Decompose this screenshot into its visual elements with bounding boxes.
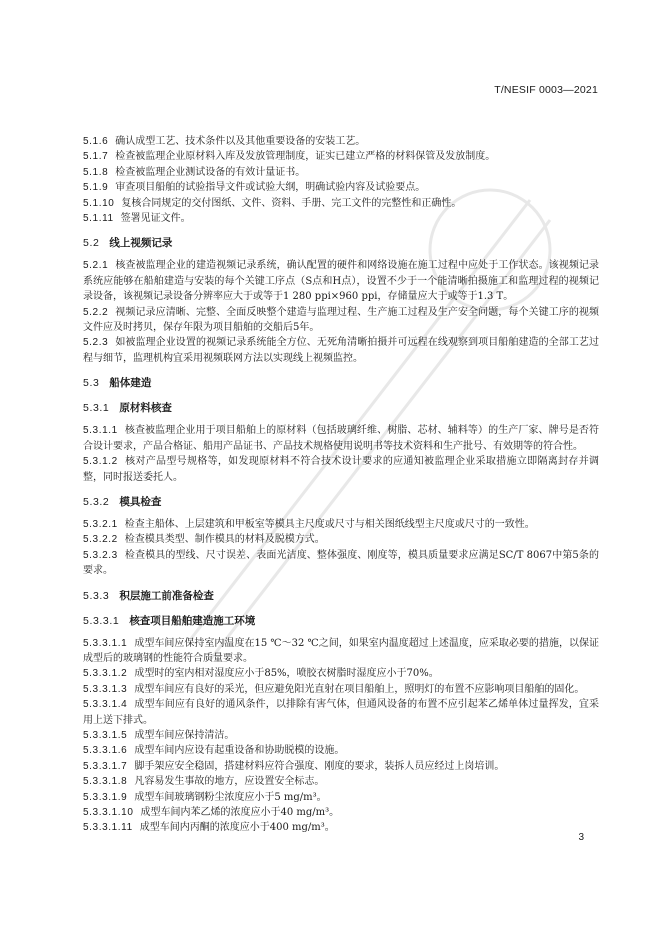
clause-number: 5.3.3 [83,589,110,602]
section-heading [83,613,599,629]
clause-number: 5.3 [83,377,100,390]
clause-text: 核查被监理企业的建造视频记录系统，确认配置的硬件和网络设施在施工过程中应处于工作状态。该视频记录系统应能够在船舶建造与安装的每个关键工序点（S点和H点），设置不少于一个能清晰拍摄施工和监理过程的视频记录设备，该视频记录设备分辨率应大于或等于1 280 ppi×960 ppi，存储量应大于或等于1.3 T。 [83,260,599,303]
clause-paragraph [83,305,599,336]
clause-paragraph [83,258,599,304]
clause-number: 5.3.3.1 [83,614,120,627]
clause-text: 视频记录应清晰、完整、全面反映整个建造与监理过程、生产施工过程及生产安全问题，每个关键工序的视频文件应及时拷贝，保存年限为项目船舶的交船后5年。 [83,306,599,334]
clause-text: 检查模具类型、制作模具的材料及脱模方式。 [124,534,325,546]
clause-text: 脚手架应安全稳固，搭建材料应符合强度、刚度的要求，装拆人员应经过上岗培训。 [134,760,505,772]
clause-paragraph [83,728,599,743]
clause-number: 5.3.1.2 [83,456,118,468]
clause-item [83,149,599,164]
clause-text: 成型车间内丙酮的浓度应小于400 mg/m³。 [139,822,335,834]
clause-text: 成型车间应保持清洁。 [134,729,235,741]
clause-paragraph [83,820,599,835]
clause-item [83,211,599,226]
clause-number: 5.3.2.1 [83,518,118,530]
clause-number: 5.1.9 [83,182,109,194]
clause-text: 检查被监理企业原材料入库及发放管理制度，证实已建立严格的材料保管及发放制度。 [115,151,496,163]
clause-item [83,165,599,180]
clause-number: 5.3.3.1.7 [83,760,128,772]
clause-number: 5.3.3.1.4 [83,699,128,711]
clause-paragraph [83,423,599,454]
clause-paragraph [83,743,599,758]
clause-number: 5.3.3.1.6 [83,745,128,757]
clause-number: 5.3.3.1.5 [83,729,128,741]
section-heading [83,235,599,251]
clause-paragraph [83,759,599,774]
document-body [83,134,599,836]
document-code: T/NESIF 0003—2021 [494,84,598,96]
clause-text: 成型车间内苯乙烯的浓度应小于40 mg/m³。 [140,807,340,818]
clause-number: 5.3.1.1 [83,425,118,437]
clause-number: 5.3.3.1.8 [83,776,128,788]
clause-number: 5.1.11 [83,213,114,225]
clause-number: 5.3.2.2 [83,534,118,546]
page-number: 3 [578,832,584,843]
clause-text: 成型车间玻璃钢粉尘浓度应小于5 mg/m³。 [134,791,327,803]
clause-paragraph [83,454,599,485]
clause-number: 5.3.3.1.9 [83,791,128,803]
clause-number: 5.1.10 [83,197,115,209]
clause-text: 核查被监理企业用于项目船舶上的原材料（包括玻璃纤维、树脂、芯材、辅料等）的生产厂家、牌号是否符合设计要求，产品合格证、船用产品证书、产品技术规格使用说明书等技术资料和生产批号、有效期等的符合性。 [83,425,599,452]
clause-number: 5.1.7 [83,151,109,163]
section-heading [83,588,599,604]
clause-text: 检查被监理企业测试设备的有效计量证书。 [115,166,306,178]
clause-paragraph [83,790,599,805]
clause-text: 审查项目船舶的试验指导文件或试验大纲，明确试验内容及试验要点。 [115,182,426,194]
section-heading [83,400,599,416]
clause-item [83,134,599,149]
clause-paragraph [83,636,599,667]
clause-paragraph [83,532,599,547]
clause-text: 核查项目船舶建造施工环境 [129,614,256,627]
clause-number: 5.1.6 [83,136,109,147]
clause-number: 5.3.3.1.10 [83,807,134,818]
clause-paragraph [83,517,599,532]
clause-item [83,196,599,211]
clause-text: 凡容易发生事故的地方，应设置安全标志。 [134,776,325,788]
clause-number: 5.3.1 [83,402,110,415]
clause-text: 线上视频记录 [109,237,173,250]
clause-number: 5.3.3.1.2 [83,668,128,680]
clause-paragraph [83,666,599,681]
clause-number: 5.3.3.1.1 [83,637,128,649]
clause-text: 核对产品型号规格等，如发现原材料不符合技术设计要求的应通知被监理企业采取措施立即隔离封存并调整，同时报送委托人。 [83,456,599,483]
section-heading [83,494,599,510]
clause-paragraph [83,335,599,366]
clause-paragraph [83,774,599,789]
clause-text: 原材料核查 [119,402,172,415]
clause-item [83,180,599,195]
clause-text: 模具检查 [119,495,162,508]
clause-text: 成型车间应有良好的通风条件，以排除有害气体，但通风设备的布置不应引起苯乙烯单体过量挥发，宜采用上送下排式。 [83,699,599,726]
clause-paragraph [83,697,599,728]
clause-text: 确认成型工艺、技术条件以及其他重要设备的安装工艺。 [115,136,366,147]
clause-number: 5.3.2.3 [83,549,118,561]
clause-number: 5.1.8 [83,166,109,178]
clause-number: 5.3.3.1.11 [83,822,133,834]
clause-number: 5.2 [83,237,100,250]
clause-paragraph [83,805,599,820]
clause-text: 检查模具的型线、尺寸误差、表面光洁度、整体强度、刚度等，模具质量要求应满足SC/T 8067中第5条的要求。 [83,549,599,577]
clause-number: 5.3.2 [83,495,110,508]
clause-text: 成型时的室内相对湿度应小于85%，喷胶衣树脂时湿度应小于70%。 [134,668,439,680]
clause-number: 5.2.2 [83,306,109,318]
clause-text: 签署见证文件。 [120,213,191,225]
clause-text: 成型车间应保持室内温度在15 ℃～32 ℃之间，如果室内温度超过上述温度，应采取必要的措施，以保证成型后的玻璃钢的性能符合质量要求。 [83,637,599,664]
clause-text: 成型车间应有良好的采光，但应避免阳光直射在项目船舶上，照明灯的布置不应影响项目船舶的固化。 [134,683,585,695]
clause-text: 如被监理企业设置的视频记录系统能全方位、无死角清晰拍摄并可远程在线观察到项目船舶建造的全部工艺过程与细节，监理机构宜采用视频联网方法以实现线上视频监控。 [83,337,599,364]
clause-number: 5.2.1 [83,260,109,272]
clause-paragraph [83,548,599,579]
clause-paragraph [83,682,599,697]
clause-text: 复核合同规定的交付图纸、文件、资料、手册、完工文件的完整性和正确性。 [121,197,462,209]
clause-text: 积层施工前准备检查 [119,589,214,602]
clause-text: 船体建造 [109,377,152,390]
clause-text: 成型车间内应设有起重设备和协助脱模的设施。 [134,745,345,757]
section-heading [83,375,599,391]
clause-text: 检查主船体、上层建筑和甲板室等模具主尺度或尺寸与相关图纸线型主尺度或尺寸的一致性。 [124,518,535,530]
clause-number: 5.3.3.1.3 [83,683,128,695]
clause-number: 5.2.3 [83,337,109,349]
